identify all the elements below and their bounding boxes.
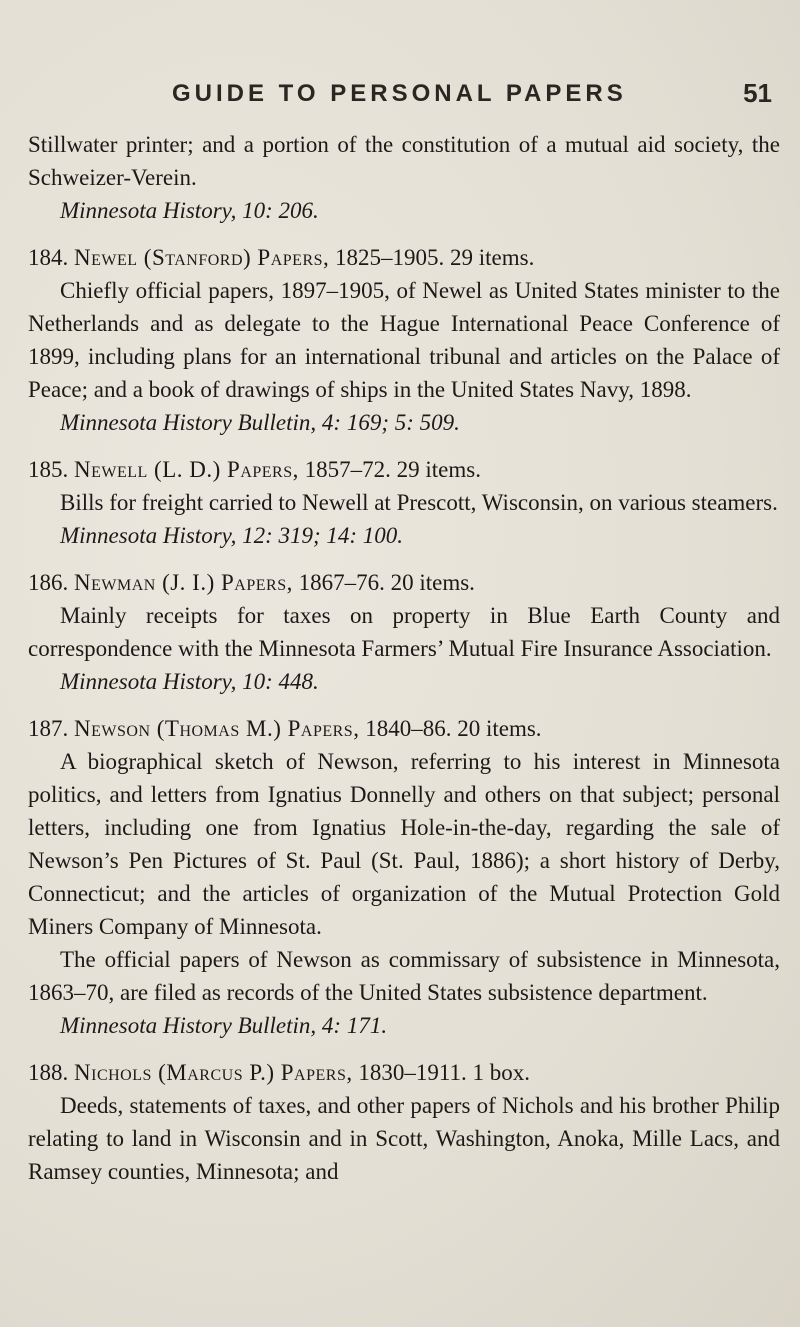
running-head: [172, 80, 772, 116]
entry-heading: [28, 712, 780, 745]
entry-number: 187.: [28, 716, 69, 741]
entry-description: The official papers of Newson as commissary of subsistence in Minnesota, 1863–70, are filed as records of the United States subsistence department.: [28, 947, 780, 1005]
entry-name: Newman (J. I.) Papers,: [74, 570, 293, 595]
entry-heading: [28, 453, 780, 486]
entry-186: [28, 566, 780, 698]
entry-heading: [28, 566, 780, 599]
entry-number: 188.: [28, 1060, 69, 1085]
entry-heading: [28, 241, 780, 274]
entry-details: 1830–1911. 1 box.: [358, 1060, 530, 1085]
entry-description: Chiefly official papers, 1897–1905, of Newel as United States minister to the Netherlands and as delegate to the Hague International Peace Conference of 1899, including plans for an international tribunal and articles on the Palace of Peace; and a book of drawings of ships in the United States Navy, 1898.: [28, 278, 780, 402]
page-number: 51: [743, 78, 772, 108]
entry-number: 186.: [28, 570, 69, 595]
entry-description: Deeds, statements of taxes, and other papers of Nichols and his brother Philip relating to land in Wisconsin and in Scott, Washington, Anoka, Mille Lacs, and Ramsey counties, Minnesota; and: [28, 1093, 780, 1184]
entry-187: [28, 712, 780, 1042]
entry-185: [28, 453, 780, 552]
entry-name: Newson (Thomas M.) Papers,: [74, 716, 360, 741]
entry-description: Mainly receipts for taxes on property in Blue Earth County and correspondence with the Minnesota Farmers’ Mutual Fire Insurance Association.: [28, 603, 780, 661]
entry-name: Newell (L. D.) Papers,: [74, 457, 299, 482]
entry-name: Newel (Stanford) Papers,: [74, 245, 330, 270]
entry-details: 1840–86. 20 items.: [365, 716, 542, 741]
entry-188: [28, 1056, 780, 1188]
entry-description: Bills for freight carried to Newell at Prescott, Wisconsin, on various steamers.: [60, 490, 778, 515]
entry-description: A biographical sketch of Newson, referring to his interest in Minnesota politics, and letters from Ignatius Donnelly and others on that subject; personal letters, including one from Ignatius Hole-in-the-day, regarding the sale of Newson’s Pen Pictures of St. Paul (St. Paul, 1886); a short history of Derby, Connecticut; and the articles of organization of the Mutual Protection Gold Miners Company of Minnesota.: [28, 749, 780, 939]
citation: Minnesota History Bulletin, 4: 169; 5: 509.: [60, 410, 460, 435]
citation: Minnesota History, 12: 319; 14: 100.: [60, 523, 404, 548]
running-head-title: GUIDE TO PERSONAL PAPERS: [172, 80, 627, 107]
entry-number: 185.: [28, 457, 69, 482]
citation: Minnesota History, 10: 448.: [60, 669, 319, 694]
entry-details: 1857–72. 29 items.: [304, 457, 481, 482]
citation: Minnesota History Bulletin, 4: 171.: [60, 1013, 388, 1038]
citation: Minnesota History, 10: 206.: [60, 198, 319, 223]
entry-details: 1867–76. 20 items.: [298, 570, 475, 595]
continued-paragraph: Stillwater printer; and a portion of the constitution of a mutual aid society, the Schweizer-Verein.: [28, 132, 780, 190]
entry-number: 184.: [28, 245, 69, 270]
entry-heading: [28, 1056, 780, 1089]
entry-details: 1825–1905. 29 items.: [335, 245, 535, 270]
body-text: [28, 128, 780, 1188]
entry-184: [28, 241, 780, 439]
entry-name: Nichols (Marcus P.) Papers,: [74, 1060, 353, 1085]
